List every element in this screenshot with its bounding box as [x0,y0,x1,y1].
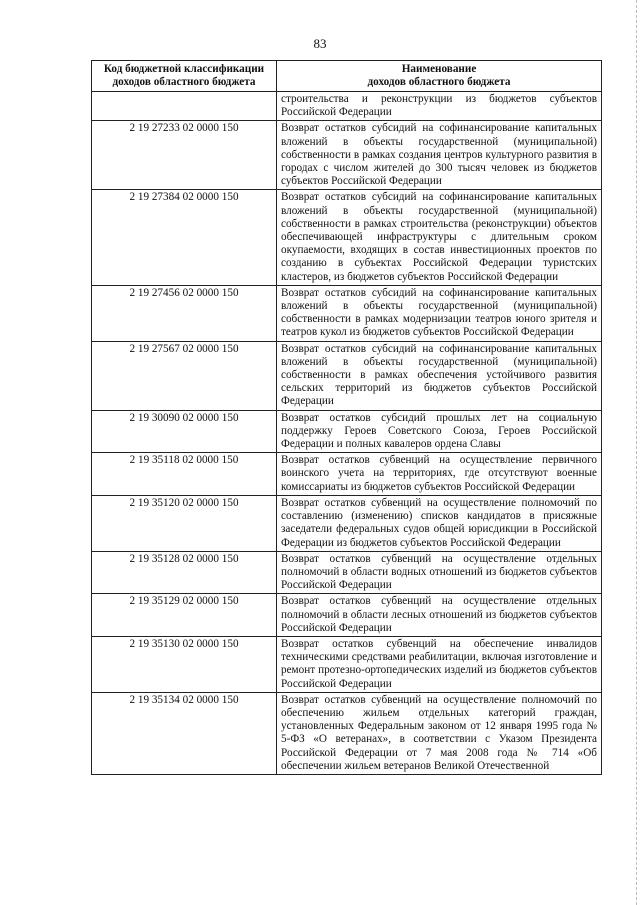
header-name-column [277,61,602,92]
code-cell: 2 19 35120 02 0000 150 [92,495,277,551]
table-row [92,495,602,551]
name-cell: Возврат остатков субсидий на софинансирование капитальных вложений в объекты государственной (муниципальной) собственности в рамках модернизации театров юного зрителя и театров кукол из бюджетов субъектов Российской Федерации [277,285,602,341]
name-cell: Возврат остатков субвенций на обеспечение инвалидов техническими средствами реабилитации, включая изготовление и ремонт протезно-ортопедических изделий из бюджетов субъектов Российской Федерации [277,636,602,692]
table-row [92,341,602,410]
code-cell: 2 19 30090 02 0000 150 [92,410,277,453]
name-cell: Возврат остатков субвенций на осуществление отдельных полномочий в области лесных отношений из бюджетов субъектов Российской Федерации [277,594,602,637]
name-cell: Возврат остатков субвенций на осуществление первичного воинского учета на территориях, где отсутствуют военные комиссариаты из бюджетов субъектов Российской Федерации [277,453,602,496]
table-row [92,453,602,496]
code-cell: 2 19 27456 02 0000 150 [92,285,277,341]
header-code-column: Код бюджетной классификации доходов областного бюджета [92,61,277,92]
name-cell: Возврат остатков субсидий на софинансирование капитальных вложений в объекты государственной (муниципальной) собственности в рамках обеспечения устойчивого развития сельских территорий из бюджетов субъектов Российской Федерации [277,341,602,410]
code-cell: 2 19 35129 02 0000 150 [92,594,277,637]
page-edge-line [635,0,637,905]
table-row [92,551,602,594]
name-cell: Возврат остатков субвенций на осуществление отдельных полномочий в области водных отношений из бюджетов субъектов Российской Федерации [277,551,602,594]
table-row [92,692,602,774]
table-row-continuation [92,92,602,121]
name-cell: строительства и реконструкции из бюджетов субъектов Российской Федерации [277,92,602,121]
header-name-line2: доходов областного бюджета [367,76,511,88]
name-cell: Возврат остатков субвенций на осуществление полномочий по обеспечению жильем отдельных категорий граждан, установленных Федеральным законом от 12 января 1995 года № 5-ФЗ «О ветеранах», в соответствии с Указом Президента Российской Федерации от 7 мая 2008 года № 714 «Об обеспечении жильем ветеранов Великой Отечественной [277,692,602,774]
table-body [92,92,602,775]
table-row [92,636,602,692]
code-cell: 2 19 35128 02 0000 150 [92,551,277,594]
code-cell: 2 19 27233 02 0000 150 [92,121,277,190]
name-cell: Возврат остатков субсидий на софинансирование капитальных вложений в объекты государственной (муниципальной) собственности в рамках создания центров культурного развития в городах с числом жителей до 300 тысяч человек из бюджетов субъектов Российской Федерации [277,121,602,190]
code-cell [92,92,277,121]
code-cell: 2 19 35118 02 0000 150 [92,453,277,496]
table-row [92,285,602,341]
code-cell: 2 19 35130 02 0000 150 [92,636,277,692]
name-cell: Возврат остатков субсидий прошлых лет на социальную поддержку Героев Советского Союза, Героев Российской Федерации и полных кавалеров ордена Славы [277,410,602,453]
name-cell: Возврат остатков субсидий на софинансирование капитальных вложений в объекты государственной (муниципальной) собственности в рамках строительства (реконструкции) объектов обеспечивающей инфраструктуры с длительным сроком окупаемости, входящих в состав инвестиционных проектов по созданию в субъектах Российской Федерации туристских кластеров, из бюджетов субъектов Российской Федерации [277,190,602,285]
header-name-line1: Наименование [401,63,477,75]
code-cell: 2 19 27384 02 0000 150 [92,190,277,285]
page-number: 83 [313,36,327,51]
name-cell: Возврат остатков субвенций на осуществление полномочий по составлению (изменению) списков кандидатов в присяжные заседатели федеральных судов общей юрисдикции в Российской Федерации из бюджетов субъектов Российской Федерации [277,495,602,551]
table-row [92,410,602,453]
code-cell: 2 19 27567 02 0000 150 [92,341,277,410]
code-cell: 2 19 35134 02 0000 150 [92,692,277,774]
budget-table [91,60,602,775]
table-row [92,190,602,285]
table-header [92,61,602,92]
table-row [92,121,602,190]
table-row [92,594,602,637]
